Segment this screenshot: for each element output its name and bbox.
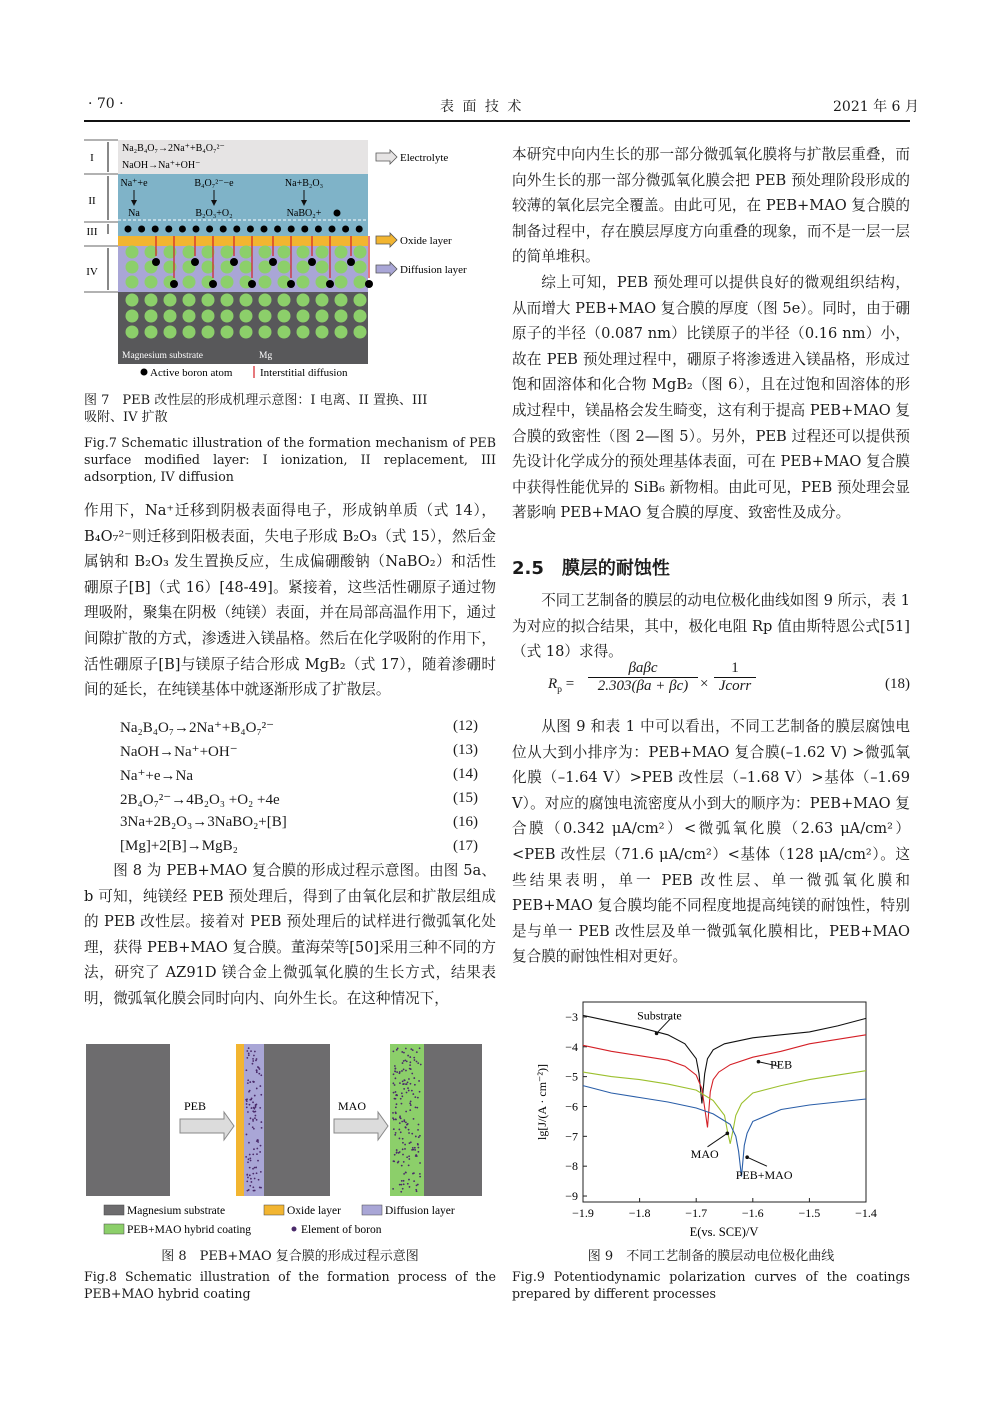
mg-atom: [335, 326, 348, 339]
boron-atom-icon: [233, 226, 240, 233]
annotation-label: PEB: [770, 1057, 793, 1072]
boron-atom-icon: [329, 226, 336, 233]
mg-atom: [259, 310, 272, 323]
y-tick-label: −8: [565, 1159, 578, 1174]
mg-atom: [335, 246, 348, 259]
mg-atom: [297, 326, 310, 339]
annotation-arrow-icon: [708, 1133, 728, 1146]
figure-7-caption-en: Fig.7 Schematic illustration of the formation mechanism of PEB surface modified layer: I ionization, II replacement, III adsorption, IV diffusion: [84, 435, 496, 484]
mg-atom: [221, 326, 234, 339]
mg-atom: [316, 261, 329, 274]
mg-atom: [335, 310, 348, 323]
boron-atom-icon: [193, 226, 200, 233]
equation-17: [Mg]+2[B]→MgB₂ (17): [120, 838, 478, 854]
eq18-lhs: R: [548, 676, 558, 692]
svg-text:Na: Na: [128, 208, 140, 219]
svg-text:IV: IV: [86, 266, 98, 278]
issue-date: 2021 年 6 月: [833, 99, 919, 115]
series-mao: [583, 1071, 866, 1144]
mg-atom: [164, 294, 177, 307]
boron-atom-icon: [220, 226, 227, 233]
boron-atom-icon: [315, 226, 322, 233]
mg-atom: [354, 276, 367, 289]
boron-atom-icon: [206, 226, 213, 233]
svg-text:Diffusion layer: Diffusion layer: [400, 264, 467, 276]
boron-atom-icon: [356, 226, 363, 233]
svg-text:Electrolyte: Electrolyte: [400, 152, 449, 164]
svg-text:III: III: [86, 226, 98, 238]
x-tick-label: −1.7: [685, 1206, 708, 1220]
mg-atom: [316, 326, 329, 339]
page-number: · 70 ·: [88, 96, 124, 112]
mg-atom: [202, 326, 215, 339]
figure-8-diagram: [84, 1040, 496, 1240]
mg-atom: [316, 310, 329, 323]
mg-atom: [126, 294, 139, 307]
mg-atom: [202, 294, 215, 307]
boron-legend-icon: [292, 1227, 297, 1232]
equation-14: Na⁺+e→Na (14): [120, 766, 478, 784]
polarization-chart: [512, 990, 912, 1240]
mg-atom: [202, 310, 215, 323]
boron-atom-icon: [334, 210, 341, 217]
mg-atom: [278, 326, 291, 339]
mg-atom: [259, 294, 272, 307]
mg-atom: [145, 294, 158, 307]
y-tick-label: −9: [565, 1189, 578, 1204]
figure-7-caption-cn: [84, 392, 496, 426]
y-tick-label: −5: [565, 1069, 578, 1084]
mg-atom: [221, 276, 234, 289]
svg-text:MAO: MAO: [338, 1099, 367, 1113]
figure-7-diagram: [84, 138, 494, 378]
svg-text:PEB+MAO hybrid coating: PEB+MAO hybrid coating: [127, 1224, 252, 1236]
svg-text:B₄O₇²⁻−e: B₄O₇²⁻−e: [194, 178, 234, 189]
x-axis-label: E(vs. SCE)/V: [689, 1225, 759, 1239]
section-heading-2-5: 2.5 膜层的耐蚀性: [512, 558, 670, 579]
legend-swatch: [104, 1224, 124, 1234]
eq18-denominator: 2.303(βa + βc): [588, 677, 698, 695]
mg-atom: [221, 310, 234, 323]
boron-atom-icon: [247, 226, 254, 233]
series-substrate: [583, 1015, 866, 1103]
annotation-label: MAO: [690, 1147, 719, 1162]
equation-18: $R_p$ = βaβc 2.303(βa + βc) × 1 Jcorr (18): [548, 660, 910, 695]
left-para-2: 图 8 为 PEB+MAO 复合膜的形成过程示意图。由图 5a、b 可知，纯镁经 PEB 预处理后，得到了由氧化层和扩散层组成的 PEB 改性层。接着对 PEB 预处理后的试样进行微弧氧化处理，获得 PEB+MAO 复合膜。董海荣等[50]采用三种不同的方法，研究了 AZ91D 镁合金上微弧氧化膜的生长方式，结果表明，微弧氧化膜会同时向内、向外生长。在这种情况下，: [84, 862, 496, 1007]
mg-atom: [354, 326, 367, 339]
boron-atom-icon: [301, 226, 308, 233]
y-tick-label: −6: [565, 1099, 578, 1114]
y-tick-label: −4: [565, 1039, 578, 1054]
mao-arrow-icon: [334, 1112, 388, 1140]
mg-atom: [335, 294, 348, 307]
equation-12: Na₂B₄O₇→2Na⁺+B₄O₇²⁻ (12): [120, 718, 478, 736]
y-tick-label: −7: [565, 1129, 578, 1144]
legend-swatch: [264, 1205, 284, 1215]
boron-atom-icon: [261, 226, 268, 233]
svg-text:Magnesium substrate: Magnesium substrate: [122, 351, 204, 361]
mg-atom: [297, 294, 310, 307]
substrate-block: [264, 1044, 330, 1196]
mg-atom: [183, 276, 196, 289]
eq18-number: (18): [885, 676, 910, 692]
annotation-label: Substrate: [637, 1008, 682, 1023]
mg-atom: [183, 326, 196, 339]
mg-atom: [126, 326, 139, 339]
journal-title: 表 面 技 术: [440, 99, 524, 115]
eq18-jcorr: Jcorr: [714, 677, 756, 695]
mg-atom: [259, 276, 272, 289]
boron-atom-icon: [288, 226, 295, 233]
boron-atom-icon: [138, 226, 145, 233]
electrolyte-arrow-icon: [376, 150, 397, 164]
boron-atom-icon: [342, 226, 349, 233]
x-tick-label: −1.5: [798, 1206, 821, 1220]
svg-text:PEB: PEB: [184, 1099, 207, 1113]
boron-legend-icon: [141, 369, 148, 376]
peb-arrow-icon: [180, 1112, 234, 1140]
svg-text:Oxide layer: Oxide layer: [287, 1205, 341, 1217]
figure-7-caption-cn-line2: 吸附、IV 扩散: [84, 410, 168, 425]
mg-atom: [354, 246, 367, 259]
mg-atom: [335, 261, 348, 274]
svg-text:Mg: Mg: [259, 351, 273, 361]
equation-16: 3Na+2B₂O₃→3NaBO₂+[B] (16): [120, 814, 478, 830]
svg-text:Active boron atom: Active boron atom: [150, 367, 233, 378]
mg-atom: [278, 261, 291, 274]
diffusion-arrow-icon: [376, 262, 397, 276]
figure-9-caption-cn: 图 9 不同工艺制备的膜层动电位极化曲线: [587, 1249, 835, 1264]
mg-atom: [164, 310, 177, 323]
figure-9-caption-en: Fig.9 Potentiodynamic polarization curves of the coatings prepared by different processes: [512, 1269, 910, 1301]
mg-atom: [221, 294, 234, 307]
mg-atom: [126, 310, 139, 323]
mg-atom: [335, 276, 348, 289]
mg-atom: [164, 326, 177, 339]
right-para-4: 从图 9 和表 1 中可以看出，不同工艺制备的膜层腐蚀电位从大到小排序为：PEB+MAO 复合膜(–1.62 V) >微弧氧化膜（–1.64 V）>PEB 改性层（–1.68 V）>基体（–1.69 V）。对应的腐蚀电流密度从小到大的顺序为：PEB+MAO 复合膜（0.342 μA/cm²）<微弧氧化膜（2.63 μA/cm²）<PEB 改性层（71.6 μA/cm²）<基体（128 μA/cm²）。这些结果表明，单一 PEB 改性层、单一微弧氧化膜和 PEB+MAO 复合膜均能不同程度地提高纯镁的耐蚀性，特别是与单一 PEB 改性层及单一微弧氧化膜相比，PEB+MAO 复合膜的耐蚀性相对更好。: [512, 718, 910, 966]
x-tick-label: −1.6: [741, 1206, 764, 1220]
mg-atom: [145, 326, 158, 339]
mg-atom: [240, 261, 253, 274]
series-peb: [583, 1035, 866, 1128]
mg-atom: [259, 246, 272, 259]
mg-atom: [126, 261, 139, 274]
svg-text:Na⁺+e: Na⁺+e: [120, 178, 148, 189]
mg-atom: [354, 294, 367, 307]
header-rule: [84, 120, 910, 122]
legend-swatch: [104, 1205, 124, 1215]
figure-7-caption-cn-line1: 图 7 PEB 改性层的形成机理示意图：I 电离、II 置换、III: [84, 393, 428, 408]
figure-7: [84, 138, 494, 378]
legend-swatch: [362, 1205, 382, 1215]
mg-atom: [297, 310, 310, 323]
svg-text:I: I: [90, 152, 94, 164]
svg-text:Na+B₂O₃: Na+B₂O₃: [284, 178, 324, 189]
mg-atom: [354, 261, 367, 274]
mg-atom: [278, 310, 291, 323]
mg-atom: [297, 246, 310, 259]
annotation-arrow-icon: [747, 1157, 767, 1166]
substrate-block: [86, 1044, 170, 1196]
boron-atom-icon: [274, 226, 281, 233]
svg-text:Interstitial diffusion: Interstitial diffusion: [260, 367, 348, 378]
equation-13: NaOH→Na⁺+OH⁻ (13): [120, 742, 478, 760]
x-tick-label: −1.9: [572, 1206, 594, 1220]
mg-atom: [126, 246, 139, 259]
mg-atom: [297, 261, 310, 274]
boron-atom-icon: [125, 226, 132, 233]
svg-text:Na₂B₄O₇→2Na⁺+B₄O₇²⁻: Na₂B₄O₇→2Na⁺+B₄O₇²⁻: [122, 143, 225, 154]
eq18-numerator: βaβc: [628, 660, 658, 676]
mg-atom: [183, 294, 196, 307]
figure-8: [84, 1040, 496, 1240]
figure-8-caption-cn: 图 8 PEB+MAO 复合膜的形成过程示意图: [161, 1249, 419, 1264]
mg-atom: [126, 276, 139, 289]
plot-frame: [583, 1002, 866, 1202]
mg-atom: [297, 276, 310, 289]
svg-text:II: II: [88, 195, 96, 207]
svg-text:Diffusion layer: Diffusion layer: [385, 1205, 455, 1217]
figure-8-caption-en: Fig.8 Schematic illustration of the formation process of the PEB+MAO hybrid coating: [84, 1269, 496, 1301]
oxide-arrow-icon: [376, 233, 397, 247]
mg-atom: [240, 326, 253, 339]
y-tick-label: −3: [565, 1009, 578, 1024]
mg-atom: [316, 294, 329, 307]
y-axis-label: lg[J/(A · cm⁻²)]: [535, 1064, 549, 1140]
right-para-1: 本研究中向内生长的那一部分微弧氧化膜将与扩散层重叠，而向外生长的那一部分微弧氧化膜会把 PEB 预处理阶段形成的较薄的氧化层完全覆盖。由此可见，在 PEB+MAO 复合膜的制备过程中，存在膜层厚度方向重叠的现象，而不是一层一层的简单堆积。: [512, 146, 910, 266]
svg-text:Magnesium substrate: Magnesium substrate: [127, 1205, 226, 1217]
mg-atom: [240, 246, 253, 259]
substrate-block: [424, 1044, 482, 1196]
mg-atom: [183, 310, 196, 323]
mg-atom: [145, 276, 158, 289]
oxide-layer: [236, 1044, 244, 1196]
figure-9-chart: [512, 990, 912, 1240]
svg-text:Oxide layer: Oxide layer: [400, 235, 452, 247]
left-para-1: 作用下，Na⁺迁移到阴极表面得电子，形成钠单质（式 14），B₄O₇²⁻则迁移到阳极表面，失电子形成 B₂O₃（式 15），然后金属钠和 B₂O₃ 发生置换反应，生成偏硼酸钠（NaBO₂）和活性硼原子[B]（式 16）[48-49]。紧接着，这些活性硼原子通过物理吸附，聚集在阴极（纯镁）表面，并在局部高温作用下，通过间隙扩散的方式，渗透进入镁晶格。然后在化学吸附的作用下，活性硼原子[B]与镁原子结合形成 MgB₂（式 17），随着渗硼时间的延长，在纯镁基体中就逐渐形成了扩散层。: [84, 502, 496, 699]
svg-text:B₂O₃+O₂: B₂O₃+O₂: [195, 208, 233, 219]
boron-atom-icon: [179, 226, 186, 233]
mg-atom: [183, 246, 196, 259]
mg-atom: [240, 294, 253, 307]
svg-text:NaOH→Na⁺+OH⁻: NaOH→Na⁺+OH⁻: [122, 160, 201, 171]
mg-atom: [221, 246, 234, 259]
x-tick-label: −1.8: [628, 1206, 651, 1220]
series-peb-mao: [583, 1086, 866, 1177]
mg-atom: [316, 246, 329, 259]
equations-12-17: [120, 718, 478, 862]
mg-atom: [259, 326, 272, 339]
mg-atom: [240, 310, 253, 323]
svg-text:Element of boron: Element of boron: [301, 1224, 382, 1236]
boron-atom-icon: [152, 226, 159, 233]
mg-atom: [278, 246, 291, 259]
mg-atom: [278, 294, 291, 307]
mg-atom: [354, 310, 367, 323]
equation-15: 2B₄O₇²⁻→4B₂O₃ +O₂ +4e (15): [120, 790, 478, 808]
right-para-3: 不同工艺制备的膜层的动电位极化曲线如图 9 所示，表 1 为对应的拟合结果，其中，极化电阻 Rp 值由斯特恩公式[51]（式 18）求得。: [512, 592, 910, 661]
boron-atom-icon: [165, 226, 172, 233]
right-para-2: 综上可知，PEB 预处理可以提供良好的微观组织结构，从而增大 PEB+MAO 复合膜的厚度（图 5e）。同时，由于硼原子的半径（0.087 nm）比镁原子的半径（0.16 nm）小，故在 PEB 预处理过程中，硼原子将渗透进入镁晶格，形成过饱和固溶体和化合物 MgB₂（图 6），且在过饱和固溶体的形成过程中，镁晶格会发生畸变，这有利于提高 PEB+MAO 复合膜的致密性（图 2—图 5）。另外，PEB 过程还可以提供预先设计化学成分的预处理基体表面，可在 PEB+MAO 复合膜中获得性能优异的 SiB₆ 新物相。由此可见，PEB 预处理会显著影响 PEB+MAO 复合膜的厚度、致密性及成分。: [512, 274, 910, 522]
x-tick-label: −1.4: [855, 1206, 877, 1220]
svg-text:NaBO₂+: NaBO₂+: [286, 208, 322, 219]
annotation-label: PEB+MAO: [735, 1168, 793, 1183]
mg-atom: [145, 310, 158, 323]
